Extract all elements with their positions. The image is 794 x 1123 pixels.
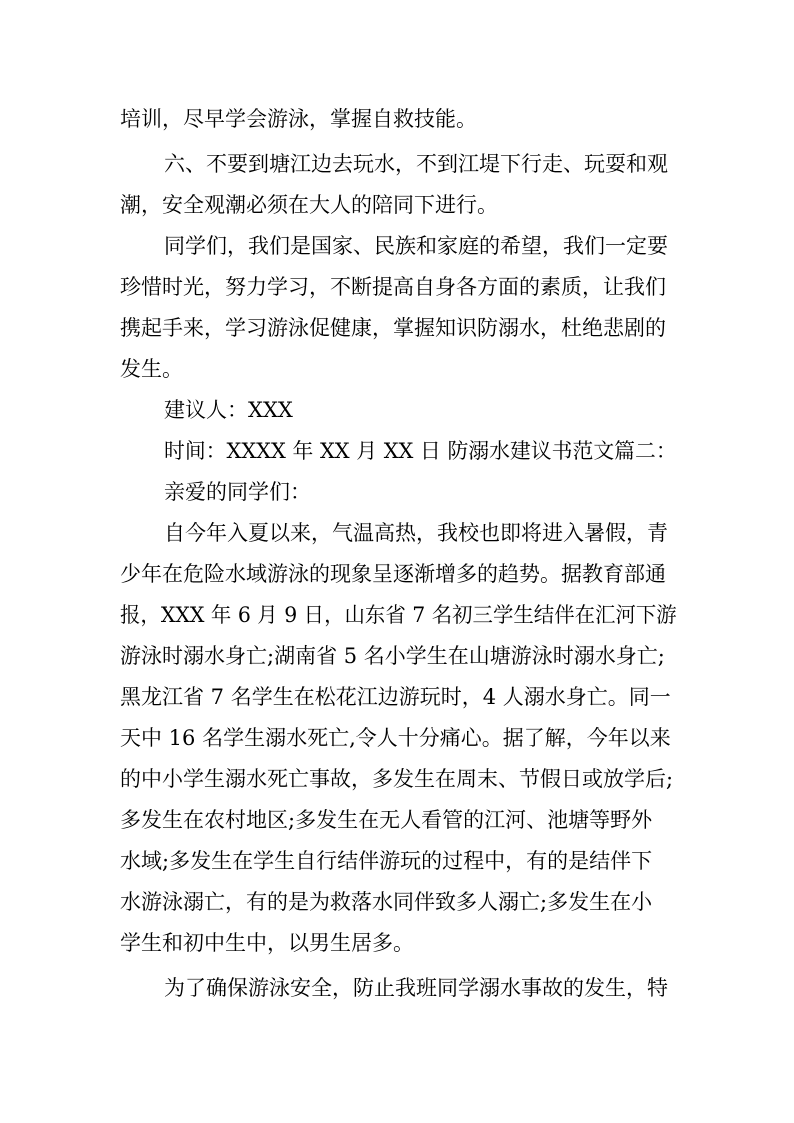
text-line: 携起手来，学习游泳促健康，掌握知识防溺水，杜绝悲剧的 (120, 316, 666, 340)
text-line: 水域;多发生在学生自行结伴游玩的过程中，有的是结伴下 (120, 849, 653, 873)
text-line: 珍惜时光，努力学习，不断提高自身各方面的素质，让我们 (120, 275, 666, 299)
text-line: 自今年入夏以来，气温高热，我校也即将进入暑假，青 (164, 521, 668, 545)
text-line: 游泳时溺水身亡;湖南省 5 名小学生在山塘游泳时溺水身亡; (120, 644, 665, 668)
text-line: 六、不要到塘江边去玩水，不到江堤下行走、玩耍和观 (164, 152, 668, 176)
text-line: 培训，尽早学会游泳，掌握自救技能。 (120, 107, 477, 131)
text-line: 发生。 (120, 357, 183, 381)
text-line: 少年在危险水域游泳的现象呈逐渐增多的趋势。据教育部通 (120, 562, 666, 586)
text-line: 时间：XXXX 年 XX 月 XX 日 防溺水建议书范文篇二： (164, 439, 677, 463)
text-line: 天中 16 名学生溺水死亡,令人十分痛心。据了解，今年以来 (120, 726, 671, 750)
text-line: 建议人：XXX (164, 398, 293, 422)
text-line: 亲爱的同学们： (164, 480, 311, 504)
text-line: 为了确保游泳安全，防止我班同学溺水事故的发生，特 (164, 976, 668, 1000)
text-line: 学生和初中生中，以男生居多。 (120, 931, 414, 955)
text-line: 多发生在农村地区;多发生在无人看管的江河、池塘等野外 (120, 808, 653, 832)
text-line: 黑龙江省 7 名学生在松花江边游玩时，4 人溺水身亡。同一 (120, 685, 671, 709)
text-line: 同学们，我们是国家、民族和家庭的希望，我们一定要 (164, 234, 668, 258)
text-line: 潮，安全观潮必须在大人的陪同下进行。 (120, 193, 498, 217)
text-line: 的中小学生溺水死亡事故，多发生在周末、节假日或放学后; (120, 767, 674, 791)
text-line: 水游泳溺亡，有的是为救落水同伴致多人溺亡;多发生在小 (120, 890, 653, 914)
text-line: 报，XXX 年 6 月 9 日，山东省 7 名初三学生结伴在汇河下游 (120, 603, 677, 627)
